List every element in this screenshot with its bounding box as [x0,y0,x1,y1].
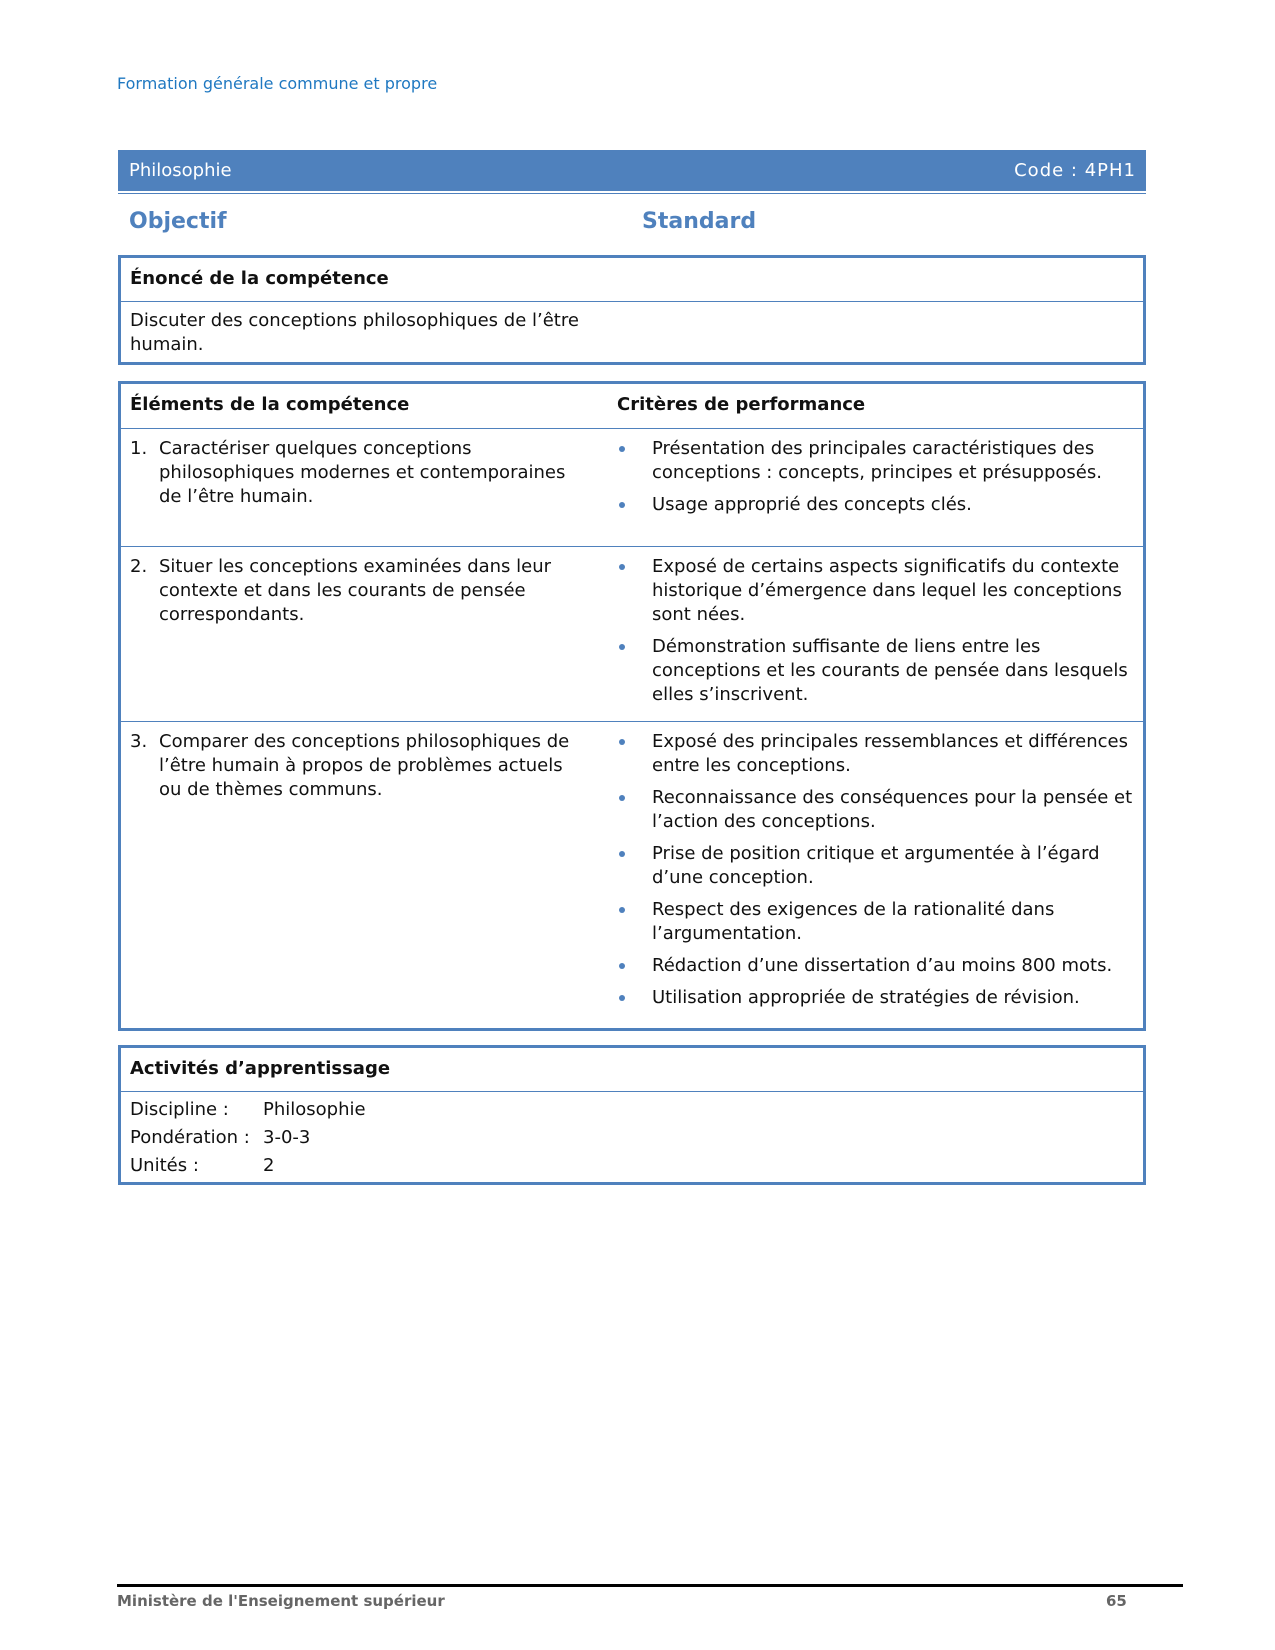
criteria-item: Utilisation appropriée de stratégies de révision. [617,986,1133,1010]
course-code: Code : 4PH1 [1014,160,1136,181]
page-number: 65 [1106,1592,1127,1610]
field-discipline [130,1096,1134,1124]
field-ponderation [130,1124,1134,1152]
field-value: Philosophie [263,1099,366,1120]
criteria-item: Démonstration suffisante de liens entre les conceptions et les courants de pensée dans lesquels elles s’inscrivent. [617,635,1133,707]
enonce-text: Discuter des conceptions philosophiques de l’être humain. [130,310,579,355]
criteria-item: Présentation des principales caractéristiques des conceptions : concepts, principes et présupposés. [617,437,1133,485]
element-number: 3. [130,730,148,752]
field-value: 3-0-3 [263,1127,311,1148]
criteria-list [607,429,1143,531]
bullet-icon [619,564,625,570]
bullet-icon [619,851,625,857]
objectif-heading: Objectif [129,209,227,234]
footer-divider [117,1584,1183,1587]
element-text: Caractériser quelques conceptions philosophiques modernes et contemporaines de l’être humain. [159,437,566,507]
field-label: Unités : [130,1155,199,1176]
elements-section [118,381,1146,1031]
bullet-icon [619,995,625,1001]
element-item [121,722,607,810]
bullet-icon [619,963,625,969]
criteria-list [607,722,1143,1024]
activites-fields [121,1092,1143,1180]
field-label: Discipline : [130,1099,229,1120]
elements-table [121,384,1143,1024]
criteria-header: Critères de performance [607,384,1143,428]
bullet-icon [619,907,625,913]
activites-section [118,1045,1146,1185]
table-row [121,721,1143,1024]
bullet-icon [619,644,625,650]
element-item [121,547,607,635]
element-number: 1. [130,437,148,459]
field-unites [130,1152,1134,1180]
footer-ministry: Ministère de l'Enseignement supérieur [117,1592,445,1610]
course-title-bar [118,150,1146,193]
criteria-list [607,547,1143,721]
criteria-item: Reconnaissance des conséquences pour la pensée et l’action des conceptions. [617,786,1133,834]
element-text: Situer les conceptions examinées dans leur contexte et dans les courants de pensée correspondants. [159,555,552,625]
element-item [121,429,607,517]
running-head: Formation générale commune et propre [117,74,438,93]
enonce-header: Énoncé de la compétence [121,258,1143,302]
bullet-icon [619,446,625,452]
standard-heading: Standard [642,209,757,234]
bullet-icon [619,739,625,745]
activites-header: Activités d’apprentissage [121,1048,1143,1092]
criteria-item: Respect des exigences de la rationalité dans l’argumentation. [617,898,1133,946]
criteria-item: Exposé de certains aspects significatifs du contexte historique d’émergence dans lequel les conceptions sont nées. [617,555,1133,627]
elements-header: Éléments de la compétence [121,384,607,428]
element-number: 2. [130,555,148,577]
enonce-section [118,255,1146,365]
course-title: Philosophie [129,160,232,181]
field-value: 2 [263,1155,275,1176]
field-label: Pondération : [130,1127,250,1148]
bullet-icon [619,795,625,801]
table-row [121,428,1143,546]
column-headings [118,207,1146,243]
criteria-item: Rédaction d’une dissertation d’au moins 800 mots. [617,954,1133,978]
criteria-item: Prise de position critique et argumentée à l’égard d’une conception. [617,842,1133,890]
criteria-item: Usage approprié des concepts clés. [617,493,1133,517]
table-row [121,546,1143,721]
bullet-icon [619,502,625,508]
criteria-item: Exposé des principales ressemblances et différences entre les conceptions. [617,730,1133,778]
element-text: Comparer des conceptions philosophiques de l’être humain à propos de problèmes actuels ou de thèmes communs. [159,730,570,800]
